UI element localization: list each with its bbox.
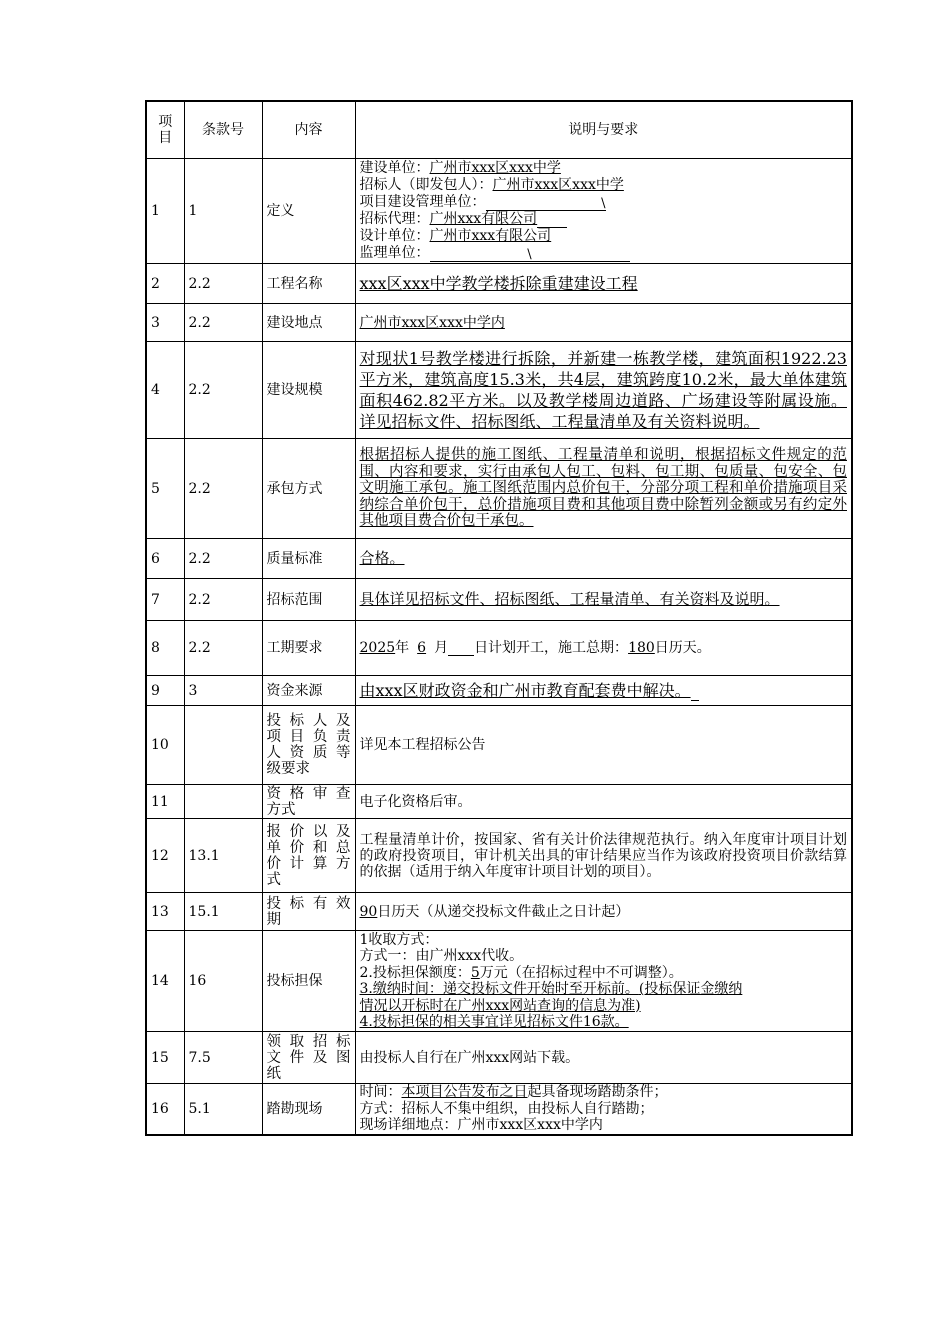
header-description: 说明与要求 bbox=[355, 101, 852, 159]
table-row bbox=[146, 342, 852, 439]
row-clause: 2.2 bbox=[184, 579, 262, 621]
header-content: 内容 bbox=[262, 101, 355, 159]
start-day-blank bbox=[448, 642, 474, 656]
row-clause: 7.5 bbox=[184, 1032, 262, 1084]
row-clause: 1 bbox=[184, 159, 262, 264]
row-item: 踏勘现场 bbox=[262, 1084, 355, 1135]
table-row bbox=[146, 621, 852, 676]
row-clause: 2.2 bbox=[184, 264, 262, 304]
row-no: 12 bbox=[146, 819, 184, 893]
row-no: 1 bbox=[146, 159, 184, 264]
row-clause: 16 bbox=[184, 931, 262, 1032]
row-description bbox=[355, 159, 852, 264]
table-row bbox=[146, 304, 852, 342]
row-description: 2025年 6 月 日计划开工，施工总期：180日历天。 bbox=[355, 621, 852, 676]
row-description: 工程量清单计价，按国家、省有关计价法律规范执行。纳入年度审计项目计划的政府投资项目，审计机关出具的审计结果应当作为该政府投资项目价款结算的依据（适用于纳入年度审计项目计划的项目）。 bbox=[355, 819, 852, 893]
row-description: 时间：本项目公告发布之日起具备现场踏勘条件； 方式：招标人不集中组织，由投标人自行踏勘； 现场详细地点：广州市xxx区xxx中学内 bbox=[355, 1084, 852, 1135]
row-description: 由投标人自行在广州xxx网站下载。 bbox=[355, 1032, 852, 1084]
row-no: 11 bbox=[146, 785, 184, 819]
row-item: 工程名称 bbox=[262, 264, 355, 304]
row-no: 5 bbox=[146, 439, 184, 539]
row-clause: 2.2 bbox=[184, 439, 262, 539]
row-description: 根据招标人提供的施工图纸、工程量清单和说明，根据招标文件规定的范围、内容和要求，实行由承包人包工、包料、包工期、包质量、包安全、包文明施工承包。施工图纸范围内总价包干，分部分项工程和单价措施项目采纳综合单价包干，总价措施项目费和其他项目费中除暂列金额或另有约定外其他项目费合价包干承包。 bbox=[355, 439, 852, 539]
row-no: 6 bbox=[146, 539, 184, 579]
row-no: 16 bbox=[146, 1084, 184, 1135]
def-line: 项目建设管理单位： \ bbox=[359, 194, 606, 211]
row-description: 合格。 bbox=[355, 539, 852, 579]
row-description: 对现状1号教学楼进行拆除，并新建一栋教学楼，建筑面积1922.23平方米，建筑高度15.3米，共4层，建筑跨度10.2米，最大单体建筑面积462.82平方米。以及教学楼周边道路、广场建设等附属设施。详见招标文件、招标图纸、工程量清单及有关资料说明。 bbox=[355, 342, 852, 439]
def-line: 建设单位：广州市xxx区xxx中学 bbox=[359, 160, 561, 176]
table-row bbox=[146, 1032, 852, 1084]
row-item: 建设规模 bbox=[262, 342, 355, 439]
row-clause bbox=[184, 785, 262, 819]
row-description: 1收取方式： 方式一：由广州xxx代收。 2.投标担保额度：5万元（在招标过程中不可调整）。 3.缴纳时间：递交投标文件开始时至开标前。(投标保证金缴纳 情况以开标时在广州xxx网站查询的信息为准) 4.投标担保的相关事宜详见招标文件16款。 bbox=[355, 931, 852, 1032]
row-item: 建设地点 bbox=[262, 304, 355, 342]
tender-table bbox=[145, 100, 853, 1136]
table-row bbox=[146, 1084, 852, 1135]
row-description: 具体详见招标文件、招标图纸、工程量清单、有关资料及说明。 bbox=[355, 579, 852, 621]
row-description: 详见本工程招标公告 bbox=[355, 706, 852, 785]
row-description: 由xxx区财政资金和广州市教育配套费中解决。 bbox=[355, 676, 852, 706]
row-item: 报价以及 单价和总 价计算方 式 bbox=[262, 819, 355, 893]
row-no: 15 bbox=[146, 1032, 184, 1084]
duration-days: 180 bbox=[628, 640, 655, 656]
row-clause: 2.2 bbox=[184, 304, 262, 342]
row-item: 投标有效 期 bbox=[262, 893, 355, 931]
tender-data-sheet bbox=[145, 100, 851, 1136]
row-clause: 2.2 bbox=[184, 539, 262, 579]
table-header-row bbox=[146, 101, 852, 159]
validity-days: 90 bbox=[359, 903, 378, 920]
table-row bbox=[146, 264, 852, 304]
row-clause: 5.1 bbox=[184, 1084, 262, 1135]
header-item-no bbox=[146, 101, 184, 159]
row-item: 定义 bbox=[262, 159, 355, 264]
def-line: 招标人（即发包人）：广州市xxx区xxx中学 bbox=[359, 177, 624, 193]
row-clause: 2.2 bbox=[184, 342, 262, 439]
row-clause: 13.1 bbox=[184, 819, 262, 893]
row-item: 工期要求 bbox=[262, 621, 355, 676]
row-no: 10 bbox=[146, 706, 184, 785]
row-item: 资金来源 bbox=[262, 676, 355, 706]
row-clause bbox=[184, 706, 262, 785]
row-item: 招标范围 bbox=[262, 579, 355, 621]
table-row bbox=[146, 785, 852, 819]
row-item: 投标人及 项目负责 人资质等 级要求 bbox=[262, 706, 355, 785]
def-line: 监理单位： \ bbox=[360, 245, 848, 262]
table-row bbox=[146, 676, 852, 706]
table-row bbox=[146, 931, 852, 1032]
header-clause: 条款号 bbox=[184, 101, 262, 159]
start-month: 6 bbox=[417, 640, 427, 656]
def-line: 设计单位：广州市xxx有限公司 bbox=[359, 228, 552, 244]
row-no: 9 bbox=[146, 676, 184, 706]
row-description: 广州市xxx区xxx中学内 bbox=[355, 304, 852, 342]
table-row bbox=[146, 706, 852, 785]
row-description: 电子化资格后审。 bbox=[355, 785, 852, 819]
header-item-no-line1: 项 bbox=[158, 114, 173, 130]
row-item: 资格审查 方式 bbox=[262, 785, 355, 819]
table-row bbox=[146, 159, 852, 264]
row-item: 质量标准 bbox=[262, 539, 355, 579]
row-no: 4 bbox=[146, 342, 184, 439]
row-no: 7 bbox=[146, 579, 184, 621]
table-row bbox=[146, 819, 852, 893]
row-clause: 15.1 bbox=[184, 893, 262, 931]
start-year: 2025 bbox=[359, 640, 396, 656]
def-line: 招标代理：广州xxx有限公司 bbox=[360, 211, 848, 228]
row-no: 3 bbox=[146, 304, 184, 342]
row-no: 13 bbox=[146, 893, 184, 931]
table-row bbox=[146, 539, 852, 579]
table-row bbox=[146, 439, 852, 539]
row-item: 领取招标 文件及图 纸 bbox=[262, 1032, 355, 1084]
table-row bbox=[146, 579, 852, 621]
row-clause: 3 bbox=[184, 676, 262, 706]
header-item-no-line2: 目 bbox=[158, 130, 173, 146]
table-row bbox=[146, 893, 852, 931]
row-description: xxx区xxx中学教学楼拆除重建建设工程 bbox=[355, 264, 852, 304]
row-clause: 2.2 bbox=[184, 621, 262, 676]
row-no: 14 bbox=[146, 931, 184, 1032]
row-item: 承包方式 bbox=[262, 439, 355, 539]
row-no: 2 bbox=[146, 264, 184, 304]
row-item: 投标担保 bbox=[262, 931, 355, 1032]
row-no: 8 bbox=[146, 621, 184, 676]
row-description: 90日历天（从递交投标文件截止之日计起） bbox=[355, 893, 852, 931]
